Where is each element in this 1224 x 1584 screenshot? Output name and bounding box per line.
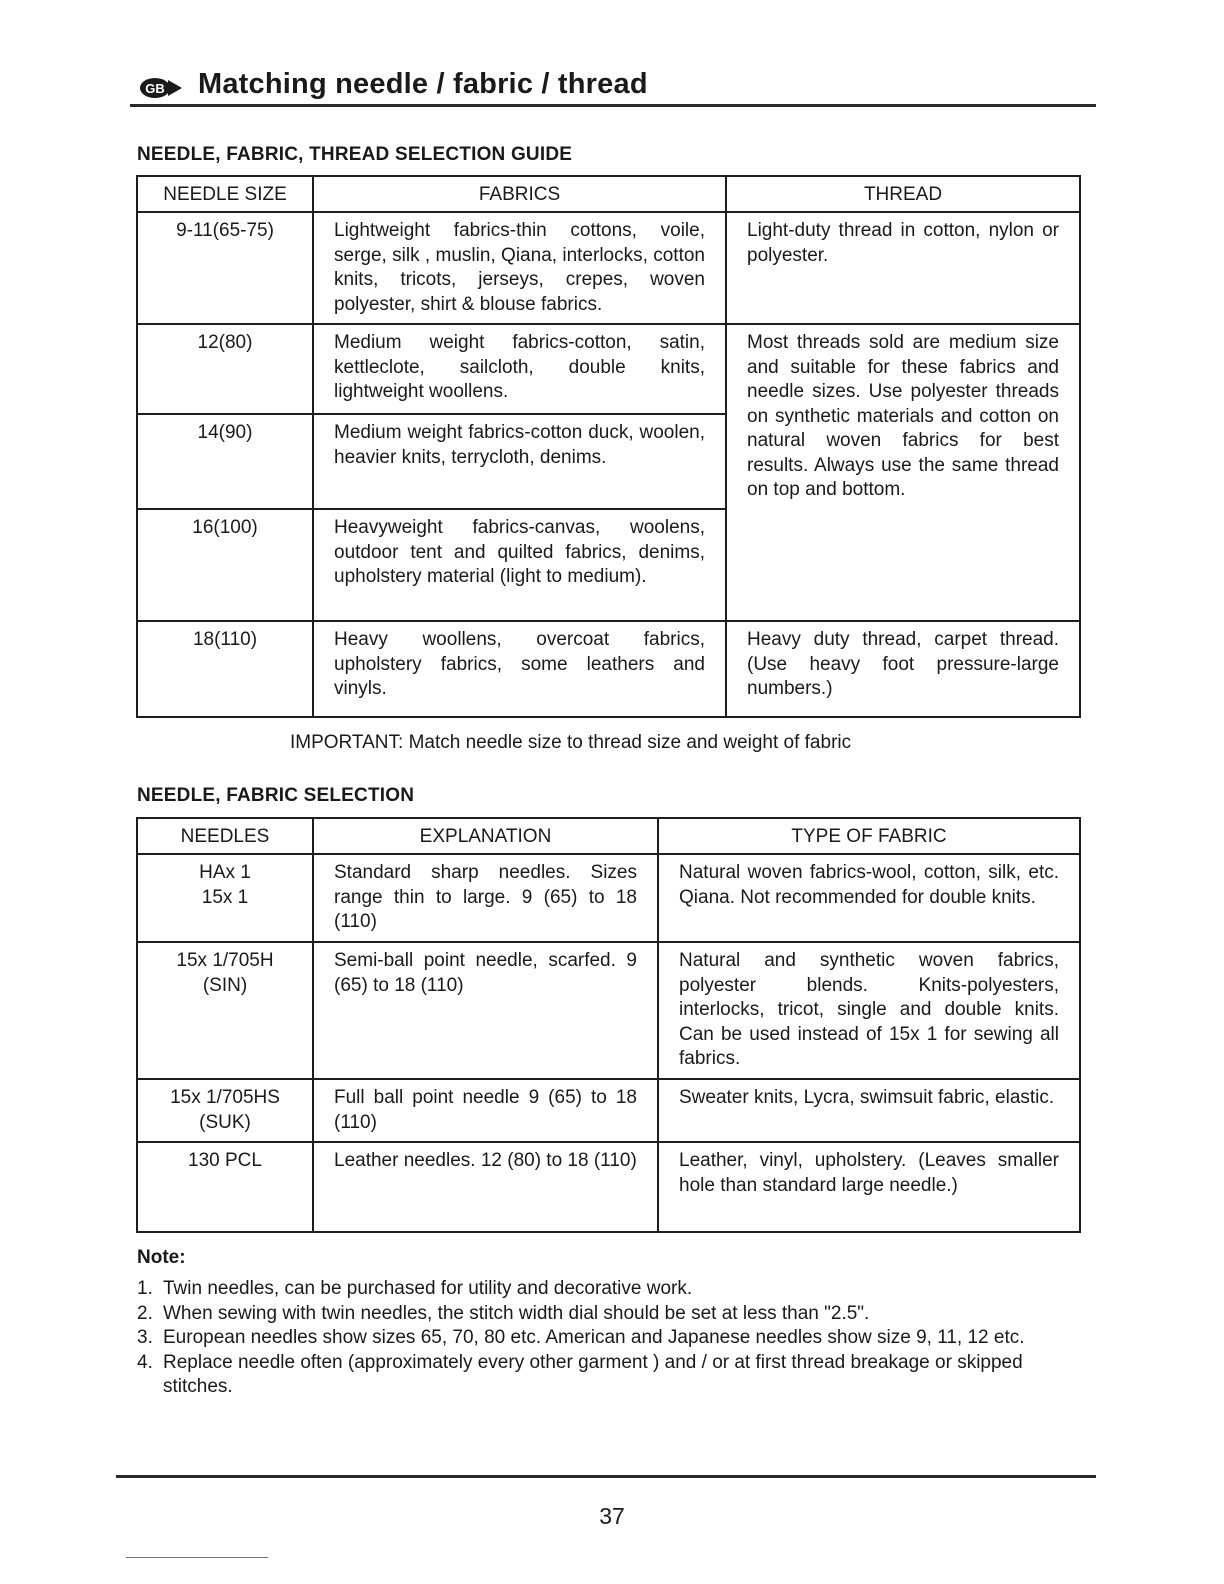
- column-header: NEEDLE SIZE: [137, 176, 313, 212]
- fabric-type-cell: Natural and synthetic woven fabrics, polyester blends. Knits-polyesters, interlocks, tricot, single and double knits. Can be used instead of 15x 1 for sewing all fabrics.: [658, 942, 1080, 1079]
- column-header: TYPE OF FABRIC: [658, 818, 1080, 854]
- table-header-row: [137, 176, 1080, 212]
- column-header: THREAD: [726, 176, 1080, 212]
- footer-divider: [116, 1475, 1096, 1478]
- list-item: [137, 1326, 1082, 1351]
- needle-size-cell: 9-11(65-75): [137, 212, 313, 324]
- needle-size-cell: 16(100): [137, 509, 313, 621]
- fabrics-cell: Medium weight fabrics-cotton duck, woolen, heavier knits, terrycloth, denims.: [313, 414, 726, 509]
- important-note: IMPORTANT: Match needle size to thread size and weight of fabric: [290, 732, 852, 753]
- table-row: [137, 1142, 1080, 1232]
- needle-type: 15x 1: [201, 886, 249, 908]
- gb-language-badge-icon: [138, 76, 184, 100]
- table-row: [137, 324, 1080, 414]
- note-text: When sewing with twin needles, the stitch width dial should be set at less than "2.5".: [163, 1302, 870, 1324]
- fabric-type-cell: Sweater knits, Lycra, swimsuit fabric, elastic.: [658, 1079, 1080, 1142]
- needle-cell: [137, 1079, 313, 1142]
- table-header-row: [137, 818, 1080, 854]
- thread-cell: Most threads sold are medium size and suitable for these fabrics and needle sizes. Use polyester threads on synthetic materials and cotton on natural woven fabrics for best results. Always use the same thread on top and bottom.: [726, 324, 1080, 621]
- selection-heading: NEEDLE, FABRIC SELECTION: [137, 785, 415, 806]
- fabrics-cell: Heavy woollens, overcoat fabrics, upholstery fabrics, some leathers and vinyls.: [313, 621, 726, 717]
- needle-cell: [137, 854, 313, 942]
- needle-type: 130 PCL: [188, 1150, 262, 1171]
- needle-cell: [137, 942, 313, 1079]
- explanation-cell: Leather needles. 12 (80) to 18 (110): [313, 1142, 658, 1232]
- note-number: 1.: [137, 1278, 153, 1299]
- page-title: Matching needle / fabric / thread: [198, 68, 648, 100]
- list-item: [137, 1277, 1082, 1302]
- needle-size-cell: 12(80): [137, 324, 313, 414]
- list-item: [137, 1302, 1082, 1327]
- needle-type: 15x 1/705H: [176, 950, 274, 971]
- column-header: NEEDLES: [137, 818, 313, 854]
- guide-heading: NEEDLE, FABRIC, THREAD SELECTION GUIDE: [137, 144, 573, 165]
- explanation-cell: Full ball point needle 9 (65) to 18 (110): [313, 1079, 658, 1142]
- needle-type: 15x 1/705HS: [170, 1087, 280, 1108]
- table-row: [137, 212, 1080, 324]
- thread-cell: Heavy duty thread, carpet thread. (Use heavy foot pressure-large numbers.): [726, 621, 1080, 717]
- list-item: [137, 1351, 1082, 1400]
- note-number: 3.: [137, 1327, 153, 1348]
- column-header: FABRICS: [313, 176, 726, 212]
- note-text: Twin needles, can be purchased for utility and decorative work.: [163, 1278, 693, 1299]
- decorative-underline: [126, 1557, 268, 1558]
- needle-cell: [137, 1142, 313, 1232]
- table-row: [137, 621, 1080, 717]
- page-header: [130, 66, 1096, 107]
- table-row: [137, 942, 1080, 1079]
- needle-type: (SUK): [199, 1111, 251, 1133]
- needle-size-cell: 18(110): [137, 621, 313, 717]
- column-header: EXPLANATION: [313, 818, 658, 854]
- fabrics-cell: Medium weight fabrics-cotton, satin, kettleclote, sailcloth, double knits, lightweight woollens.: [313, 324, 726, 414]
- note-heading: Note:: [137, 1247, 186, 1268]
- table-row: [137, 1079, 1080, 1142]
- table-row: [137, 854, 1080, 942]
- gb-badge-label: GB: [145, 81, 165, 96]
- needle-size-cell: 14(90): [137, 414, 313, 509]
- notes-list: [137, 1277, 1082, 1400]
- needle-fabric-thread-table: [136, 175, 1081, 718]
- needle-fabric-selection-table: [136, 817, 1081, 1233]
- fabrics-cell: Heavyweight fabrics-canvas, woolens, outdoor tent and quilted fabrics, denims, upholstery material (light to medium).: [313, 509, 726, 621]
- fabric-type-cell: Leather, vinyl, upholstery. (Leaves smaller hole than standard large needle.): [658, 1142, 1080, 1232]
- note-number: 2.: [137, 1302, 153, 1324]
- note-text: Replace needle often (approximately every other garment ) and / or at first thread breakage or skipped stitches.: [163, 1351, 1023, 1397]
- explanation-cell: Standard sharp needles. Sizes range thin to large. 9 (65) to 18 (110): [313, 854, 658, 942]
- note-number: 4.: [137, 1351, 153, 1373]
- fabrics-cell: Lightweight fabrics-thin cottons, voile, serge, silk , muslin, Qiana, interlocks, cotton knits, tricots, jerseys, crepes, woven polyester, shirt & blouse fabrics.: [313, 212, 726, 324]
- needle-type: (SIN): [202, 974, 248, 996]
- page-number: 37: [599, 1503, 625, 1529]
- fabric-type-cell: Natural woven fabrics-wool, cotton, silk, etc. Qiana. Not recommended for double knits.: [658, 854, 1080, 942]
- thread-cell: Light-duty thread in cotton, nylon or polyester.: [726, 212, 1080, 324]
- explanation-cell: Semi-ball point needle, scarfed. 9 (65) to 18 (110): [313, 942, 658, 1079]
- needle-type: HAx 1: [199, 862, 251, 883]
- note-text: European needles show sizes 65, 70, 80 etc. American and Japanese needles show size 9, 11, 12 etc.: [163, 1327, 1025, 1348]
